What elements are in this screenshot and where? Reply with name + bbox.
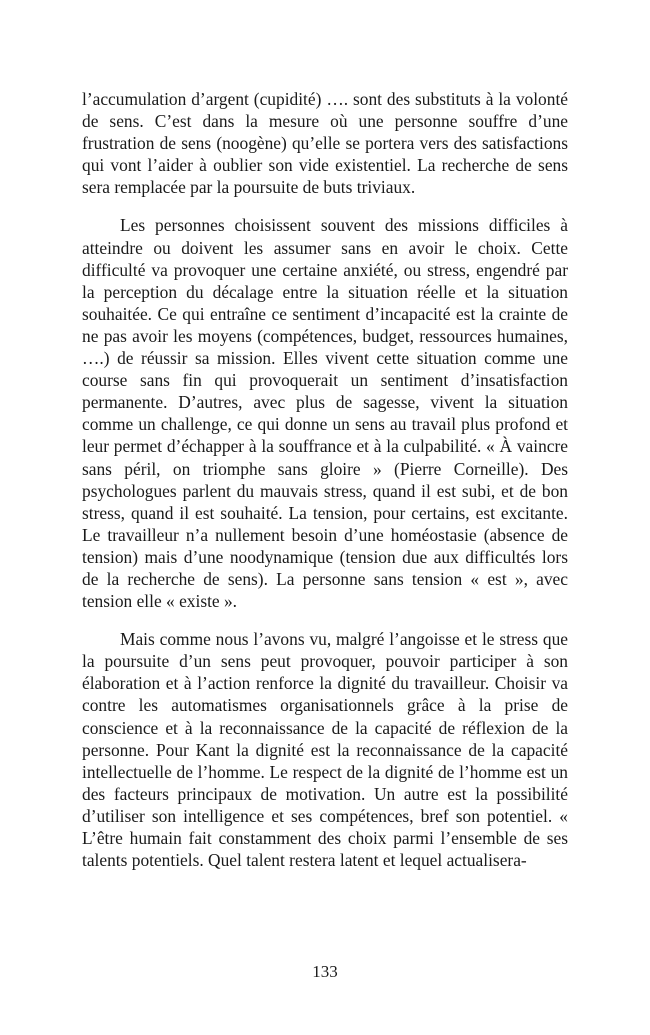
paragraph-dignity: Mais comme nous l’avons vu, malgré l’angoisse et le stress que la poursuite d’un sens peut provoquer, pouvoir participer à son élaboration et à l’action renforce la dignité du travailleur. Choisir va contre les automatismes organisationnels grâce à la prise de conscience et à la reconnaissance de la capacité de réflexion de la personne. Pour Kant la dignité est la reconnaissance de la capacité intellectuelle de l’homme. Le respect de la dignité de l’homme est un des facteurs principaux de motivation. Un autre est la possibilité d’utiliser son intelligence et ses compétences, bref son potentiel. « L’être humain fait constamment des choix parmi l’ensemble de ses talents potentiels. Quel talent restera latent et lequel actualisera-	[82, 629, 568, 871]
page-body	[82, 88, 568, 871]
paragraph-continuation: l’accumulation d’argent (cupidité) …. sont des substituts à la volonté de sens. C’est dans la mesure où une personne souffre d’une frustration de sens (noogène) qu’elle se portera vers des satisfactions qui vont l’aider à oublier son vide existentiel. La recherche de sens sera remplacée par la poursuite de buts triviaux.	[82, 89, 568, 198]
paragraph-stress: Les personnes choisissent souvent des missions difficiles à atteindre ou doivent les assumer sans en avoir le choix. Cette difficulté va provoquer une certaine anxiété, ou stress, engendré par la perception du décalage entre la situation réelle et la situation souhaitée. Ce qui entraîne ce sentiment d’incapacité est la crainte de ne pas avoir les moyens (compétences, budget, ressources humaines, ….) de réussir sa mission. Elles vivent cette situation comme une course sans fin qui provoquerait un sentiment d’insatisfaction permanente. D’autres, avec plus de sagesse, vivent la situation comme un challenge, ce qui donne un sens au travail plus profond et leur permet d’échapper à la souffrance et à la culpabilité. « À vaincre sans péril, on triomphe sans gloire » (Pierre Corneille). Des psychologues parlent du mauvais stress, quand il est subi, et de bon stress, quand il est souhaité. La tension, pour certains, est excitante. Le travailleur n’a nullement besoin d’une homéostasie (absence de tension) mais d’une noodynamique (tension due aux difficultés lors de la recherche de sens). La personne sans tension « est », avec tension elle « existe ».	[82, 215, 568, 612]
page-number: 133	[312, 962, 338, 981]
